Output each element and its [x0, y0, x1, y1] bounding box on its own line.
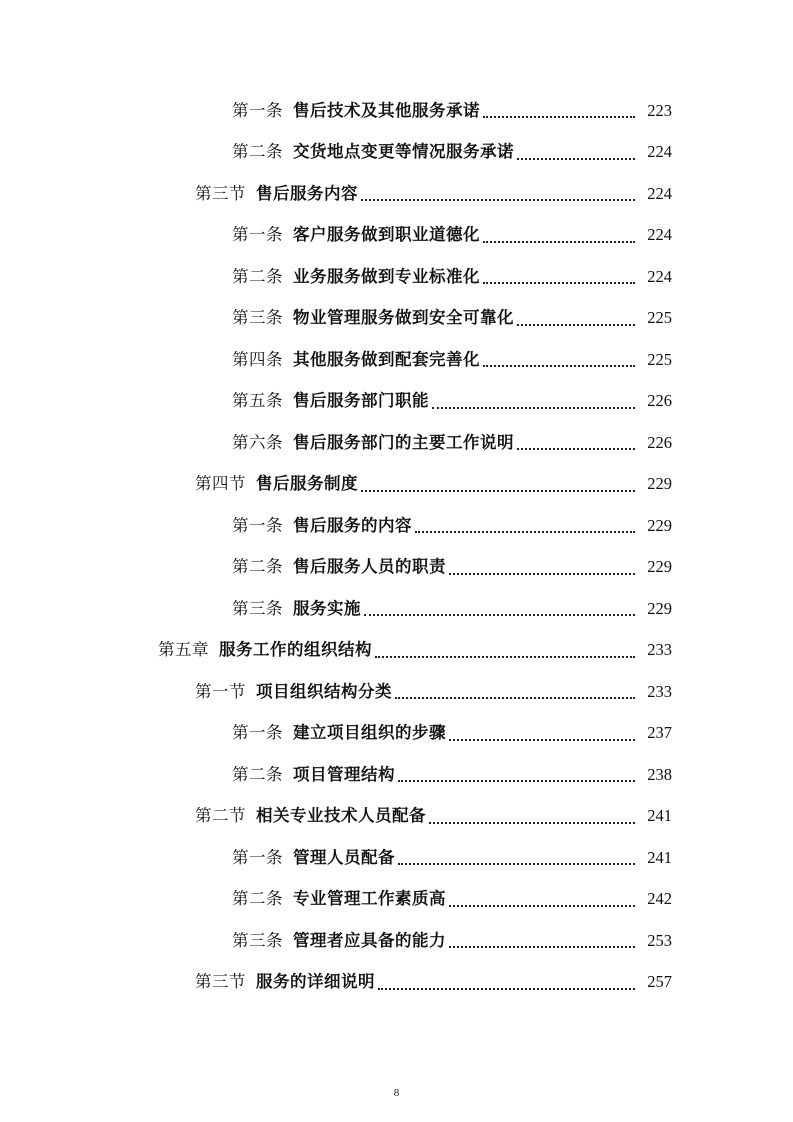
dot-leader: [483, 281, 635, 284]
toc-entry-title: 售后服务的内容: [293, 515, 412, 535]
dot-leader: [429, 821, 635, 824]
toc-entry-number: 第五条: [232, 391, 283, 410]
toc-entry-number: 第三节: [195, 183, 246, 203]
toc-entry[interactable]: [0, 132, 793, 174]
toc-entry-title: 服务实施: [293, 598, 361, 618]
toc-entry-title: 专业管理工作素质高: [293, 889, 446, 908]
toc-entry-number: 第五章: [158, 640, 209, 659]
toc-entry-number: 第一条: [232, 225, 283, 244]
toc-entry[interactable]: [0, 671, 793, 713]
toc-entry-number: 第二条: [232, 764, 283, 784]
toc-entry-page: 224: [647, 266, 672, 286]
toc-entry-number: 第三节: [195, 972, 246, 991]
toc-entry-number: 第三条: [232, 308, 283, 327]
dot-leader: [449, 738, 635, 741]
dot-leader: [483, 115, 635, 118]
toc-entry[interactable]: [0, 796, 793, 838]
toc-entry-page: 233: [647, 640, 672, 659]
toc-entry-number: 第三条: [232, 598, 283, 618]
toc-entry[interactable]: [0, 505, 793, 547]
dot-leader: [483, 240, 635, 243]
toc-entry-number: 第一条: [232, 847, 283, 867]
dot-leader: [364, 613, 635, 616]
toc-entry-page: 229: [647, 557, 672, 576]
toc-entry[interactable]: [0, 588, 793, 630]
toc-entry-number: 第二条: [232, 889, 283, 908]
toc-entry-number: 第一条: [232, 515, 283, 535]
dot-leader: [378, 987, 635, 990]
toc-entry[interactable]: [0, 381, 793, 423]
dot-leader: [415, 530, 635, 533]
toc-entry-number: 第三条: [232, 930, 283, 950]
toc-entry-title: 建立项目组织的步骤: [293, 723, 446, 742]
toc-entry[interactable]: [0, 256, 793, 298]
toc-entry[interactable]: [0, 173, 793, 215]
toc-entry-number: 第二条: [232, 266, 283, 286]
dot-leader: [432, 406, 635, 409]
toc-entry-page: 224: [647, 183, 672, 203]
dot-leader: [361, 489, 635, 492]
toc-entry-page: 241: [647, 847, 672, 867]
toc-entry-title: 售后技术及其他服务承诺: [293, 100, 480, 120]
toc-entry-title: 项目管理结构: [293, 764, 395, 784]
dot-leader: [517, 157, 635, 160]
toc-entry-page: 223: [647, 100, 672, 120]
dot-leader: [517, 323, 635, 326]
toc-entry-title: 业务服务做到专业标准化: [293, 266, 480, 286]
toc-entry-page: 225: [647, 308, 672, 327]
toc-entry-title: 项目组织结构分类: [256, 681, 392, 701]
page-number-footer: 8: [393, 1087, 400, 1099]
toc-entry[interactable]: [0, 713, 793, 755]
toc-entry-number: 第一条: [232, 100, 283, 120]
toc-entry-page: 233: [647, 681, 672, 701]
toc-entry[interactable]: [0, 90, 793, 132]
dot-leader: [449, 572, 635, 575]
toc-entry-number: 第一节: [195, 681, 246, 701]
toc-entry[interactable]: [0, 464, 793, 506]
toc-entry-number: 第六条: [232, 432, 283, 452]
dot-leader: [483, 364, 635, 367]
toc-entry-title: 售后服务人员的职责: [293, 557, 446, 576]
dot-leader: [398, 862, 635, 865]
toc-entry[interactable]: [0, 962, 793, 1004]
toc-entry-number: 第一条: [232, 723, 283, 742]
toc-entry-page: 257: [647, 972, 672, 991]
toc-entry-title: 交货地点变更等情况服务承诺: [293, 142, 514, 161]
toc-entry-number: 第二条: [232, 142, 283, 161]
toc-entry-title: 其他服务做到配套完善化: [293, 349, 480, 369]
dot-leader: [398, 779, 635, 782]
toc-entry[interactable]: [0, 547, 793, 589]
toc-entry[interactable]: [0, 837, 793, 879]
dot-leader: [361, 198, 635, 201]
toc-entry-page: 224: [647, 225, 672, 244]
dot-leader: [449, 904, 635, 907]
toc-entry-page: 253: [647, 930, 672, 950]
toc-entry[interactable]: [0, 920, 793, 962]
toc-entry-page: 226: [647, 432, 672, 452]
toc-entry-number: 第四节: [195, 474, 246, 493]
toc-entry[interactable]: [0, 422, 793, 464]
toc-entry-title: 管理人员配备: [293, 847, 395, 867]
toc-entry-page: 229: [647, 598, 672, 618]
toc-entry-title: 服务工作的组织结构: [219, 640, 372, 659]
toc-entry[interactable]: [0, 879, 793, 921]
toc-entry-page: 242: [647, 889, 672, 908]
toc-entry-number: 第二节: [195, 806, 246, 825]
toc-entry-title: 售后服务制度: [256, 474, 358, 493]
toc-entry[interactable]: [0, 215, 793, 257]
toc-entry-title: 售后服务部门职能: [293, 391, 429, 410]
toc-entry-number: 第二条: [232, 557, 283, 576]
dot-leader: [395, 696, 635, 699]
toc-entry-page: 226: [647, 391, 672, 410]
toc-entry-page: 238: [647, 764, 672, 784]
dot-leader: [375, 655, 635, 658]
table-of-contents: [0, 90, 793, 1003]
toc-entry-title: 管理者应具备的能力: [293, 930, 446, 950]
toc-entry-page: 224: [647, 142, 672, 161]
toc-entry[interactable]: [0, 754, 793, 796]
dot-leader: [517, 447, 635, 450]
toc-entry-title: 售后服务内容: [256, 183, 358, 203]
toc-entry-page: 225: [647, 349, 672, 369]
toc-entry-page: 229: [647, 515, 672, 535]
toc-entry-title: 客户服务做到职业道德化: [293, 225, 480, 244]
dot-leader: [449, 945, 635, 948]
toc-entry-page: 229: [647, 474, 672, 493]
toc-entry-number: 第四条: [232, 349, 283, 369]
toc-entry-page: 241: [647, 806, 672, 825]
toc-entry-title: 物业管理服务做到安全可靠化: [293, 308, 514, 327]
toc-entry-title: 相关专业技术人员配备: [256, 806, 426, 825]
toc-entry-title: 售后服务部门的主要工作说明: [293, 432, 514, 452]
toc-entry[interactable]: [0, 630, 793, 672]
toc-entry-title: 服务的详细说明: [256, 972, 375, 991]
toc-entry[interactable]: [0, 339, 793, 381]
toc-entry[interactable]: [0, 298, 793, 340]
toc-entry-page: 237: [647, 723, 672, 742]
